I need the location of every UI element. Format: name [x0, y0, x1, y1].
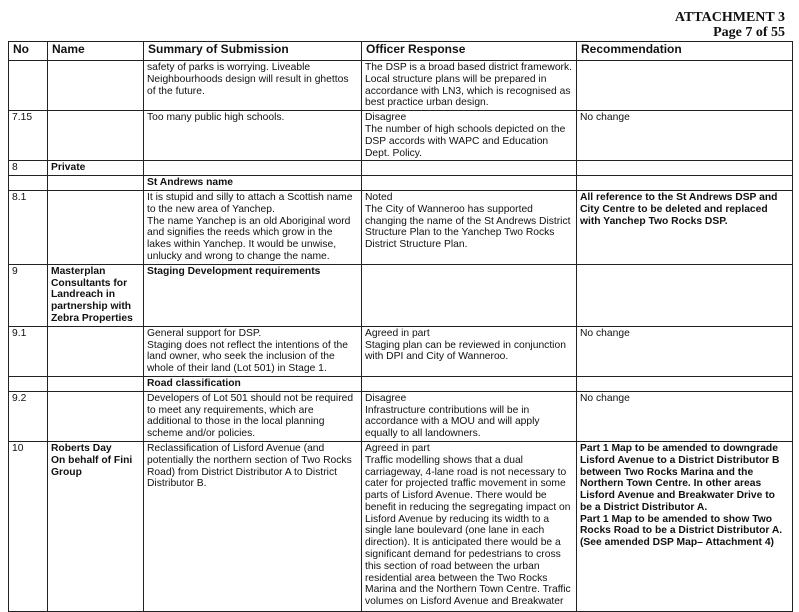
cell-summary: General support for DSP. Staging does not reflect the intentions of the land owner, who seek the inclusion of the whole of their land (Lot 501) in Stage 1.: [144, 326, 362, 376]
cell-response: Disagree The number of high schools depicted on the DSP accords with WAPC and Education Dept. Policy.: [362, 111, 577, 161]
cell-name: Private: [48, 161, 144, 176]
cell-response: Agreed in part Traffic modelling shows that a dual carriageway, 4-lane road is not necessary to cater for projected traffic movement in some parts of Lisford Avenue. There would be benefit in reducing the segregating impact on Lisford Avenue by reducing its width to a single lane boulevard (one lane in each direction). It is anticipated there would be a significant demand for pedestrians to cross this section of road between the urban residential area between the Two Rocks Marina and the Northern Town Centre. Traffic volumes on Lisford Avenue and Breakwater: [362, 441, 577, 611]
table-row: [9, 190, 793, 264]
cell-response: Disagree Infrastructure contributions will be in accordance with a MOU and will apply equally to all landowners.: [362, 391, 577, 441]
cell-response: [362, 376, 577, 391]
col-header-no: No: [9, 42, 48, 61]
cell-name: [48, 376, 144, 391]
cell-recommendation: No change: [577, 326, 793, 376]
cell-no: 10: [9, 441, 48, 611]
cell-name: [48, 111, 144, 161]
col-header-recommendation: Recommendation: [577, 42, 793, 61]
cell-no: [9, 176, 48, 191]
cell-recommendation: [577, 376, 793, 391]
table-row: [9, 111, 793, 161]
cell-no: 8.1: [9, 190, 48, 264]
cell-no: 9: [9, 264, 48, 326]
cell-name: Roberts Day On behalf of Fini Group: [48, 441, 144, 611]
cell-response: The DSP is a broad based district framework. Local structure plans will be prepared in accordance with LN3, which is recognised as best practice urban design.: [362, 61, 577, 111]
table-header-row: [9, 42, 793, 61]
cell-summary: It is stupid and silly to attach a Scottish name to the new area of Yanchep. The name Yanchep is an old Aboriginal word and signifies the reeds which grow in the lakes within Yanchep. It would be unwise, unlucky and wrong to change the name.: [144, 190, 362, 264]
col-header-name: Name: [48, 42, 144, 61]
attachment-label: ATTACHMENT 3: [674, 10, 785, 25]
cell-no: [9, 376, 48, 391]
cell-name: [48, 326, 144, 376]
submissions-table: [8, 41, 793, 612]
cell-no: 7.15: [9, 111, 48, 161]
cell-no: [9, 61, 48, 111]
cell-name: [48, 190, 144, 264]
section-heading: Road classification: [144, 376, 362, 391]
cell-recommendation: All reference to the St Andrews DSP and City Centre to be deleted and replaced with Yanchep Two Rocks DSP.: [577, 190, 793, 264]
section-heading: Staging Development requirements: [144, 264, 362, 326]
cell-recommendation: Part 1 Map to be amended to downgrade Lisford Avenue to a District Distributor B between Two Rocks Marina and the Northern Town Centre. In other areas Lisford Avenue and Breakwater Drive to be a District Distributor A. Part 1 Map to be amended to show Two Rocks Road to be a District Distributor A. (See amended DSP Map– Attachment 4): [577, 441, 793, 611]
cell-recommendation: No change: [577, 391, 793, 441]
table-row: [9, 161, 793, 176]
cell-name: [48, 391, 144, 441]
cell-recommendation: No change: [577, 111, 793, 161]
table-row: [9, 441, 793, 611]
cell-summary: Developers of Lot 501 should not be required to meet any requirements, which are additional to those in the local planning scheme and/or policies.: [144, 391, 362, 441]
cell-response: Agreed in part Staging plan can be reviewed in conjunction with DPI and City of Wanneroo.: [362, 326, 577, 376]
page-header: [675, 10, 785, 40]
table-row: [9, 326, 793, 376]
cell-name: [48, 61, 144, 111]
table-row: [9, 61, 793, 111]
cell-response: [362, 264, 577, 326]
page-number: Page 7 of 55: [713, 25, 785, 40]
section-heading: St Andrews name: [144, 176, 362, 191]
cell-recommendation: [577, 161, 793, 176]
cell-summary: Too many public high schools.: [144, 111, 362, 161]
cell-summary: Reclassification of Lisford Avenue (and potentially the northern section of Two Rocks Road) from District Distributor A to District Distributor B.: [144, 441, 362, 611]
cell-recommendation: [577, 176, 793, 191]
cell-response: Noted The City of Wanneroo has supported changing the name of the St Andrews District Structure Plan to the Yanchep Two Rocks District Structure Plan.: [362, 190, 577, 264]
cell-summary: safety of parks is worrying. Liveable Neighbourhoods design will result in ghettos of the future.: [144, 61, 362, 111]
cell-no: 9.1: [9, 326, 48, 376]
cell-response: [362, 176, 577, 191]
cell-recommendation: [577, 264, 793, 326]
col-header-summary: Summary of Submission: [144, 42, 362, 61]
cell-summary: [144, 161, 362, 176]
table-row: [9, 376, 793, 391]
cell-name: [48, 176, 144, 191]
cell-no: 8: [9, 161, 48, 176]
cell-name: Masterplan Consultants for Landreach in partnership with Zebra Properties: [48, 264, 144, 326]
table-row: [9, 264, 793, 326]
cell-response: [362, 161, 577, 176]
cell-no: 9.2: [9, 391, 48, 441]
col-header-response: Officer Response: [362, 42, 577, 61]
cell-recommendation: [577, 61, 793, 111]
table-row: [9, 391, 793, 441]
table-row: [9, 176, 793, 191]
